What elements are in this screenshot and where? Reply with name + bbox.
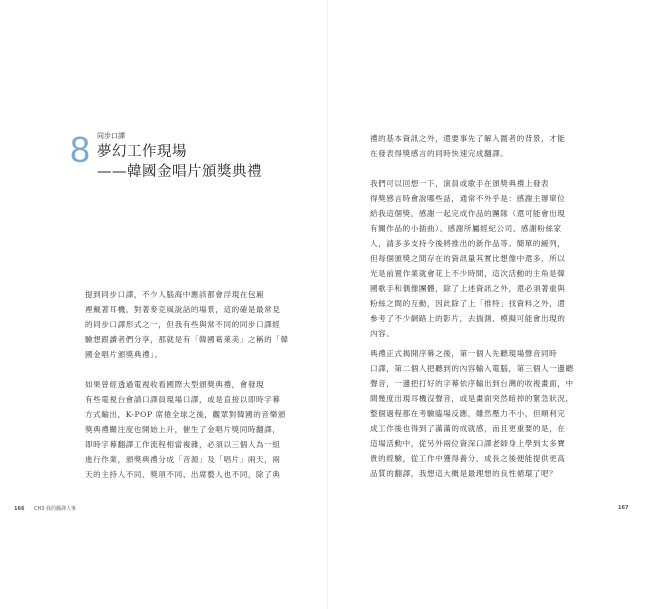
text-line: 但每個頒獎之間存在的資訊量其實比想像中還多，所以 (370, 254, 566, 263)
text-line: 即時字幕翻譯工作流程相當複雜，必須以三個人為一組 (85, 440, 281, 449)
paragraph (370, 176, 595, 341)
text-line: 間幾度出現耳機沒聲音，或是畫面突然暗掉的緊急狀況， (370, 394, 574, 403)
text-line: 粉絲之間的互動，因此除了上「推特」找資料之外，還 (370, 299, 566, 308)
chapter-heading (70, 130, 310, 190)
text-line: 提到同步口譯，不少人腦海中應該都會浮現在包廂 (85, 290, 265, 299)
text-line: 禮的基本資訊之外，還要事先了解入圍者的背景，才能 (370, 134, 566, 143)
text-line: 獎典禮關注度也開始上升，催生了金唱片獎同時翻譯， (85, 425, 281, 434)
text-line: 給我這個獎，感謝一起完成作品的團隊（還可能會出現 (370, 209, 566, 218)
text-line: 整個過程都在考驗臨場反應，雖然壓力不小，但順利完 (370, 409, 566, 418)
book-spine (327, 0, 328, 609)
text-line: 典禮正式揭開序幕之後，第一個人先聽現場聲音同時 (370, 349, 558, 358)
text-line: 有關作品的小插曲）、感謝所屬經紀公司、感謝粉絲家 (370, 224, 562, 233)
chapter-subtitle: ——韓國金唱片頒獎典禮 (97, 164, 262, 180)
text-line: 參考了不少網路上的影片，去揣測、模擬可能會出現的 (370, 314, 566, 323)
text-line: 聲音，一邊把打好的字幕依序輸出到台灣的收視畫面，中 (370, 379, 574, 388)
text-line: 有些電視台會請口譯員現場口譯，或是直接以即時字幕 (85, 395, 281, 404)
left-body-text (85, 287, 300, 482)
page-number-left: 166 (14, 506, 25, 512)
text-line: 貴的經驗，從工作中獲得養分，成長之後便能提供更高 (370, 454, 566, 463)
text-line: 的同步口譯形式之一，但我有些與常不同的同步口譯經 (85, 320, 281, 329)
left-footer (14, 505, 76, 512)
text-line: 天的主持人不同、獎項不同、出席藝人也不同，除了典 (85, 470, 281, 479)
text-line: 品質的翻譯，我想這大概是最理想的良性循環了吧？ (370, 469, 558, 478)
page-number-right: 167 (618, 505, 629, 511)
text-line: 得獎感言時會說哪些話，通常不外乎是：感謝主辦單位 (370, 194, 566, 203)
chapter-title: 夢幻工作現場 (97, 144, 187, 160)
chapter-number: 8 (70, 129, 91, 170)
text-line: 進行作業，頒獎典禮分成「音源」及「唱片」兩天，兩 (85, 455, 281, 464)
chapter-series-label: 同步口譯 (97, 132, 125, 140)
text-line: 在發表得獎感言的同時快速完成翻譯。 (370, 149, 509, 158)
text-line: 如果曾經透過電視收看國際大型頒獎典禮，會發現 (85, 380, 265, 389)
right-top-text (370, 131, 595, 161)
text-line: 口譯，第二個人把聽到的內容輸入電腦，第三個人一邊聽 (370, 364, 574, 373)
paragraph (370, 131, 595, 161)
running-footer: CH3 我的翻譯人事 (34, 506, 77, 512)
text-line: 方式輸出，K-POP 席捲全球之後，觀眾對韓國的音樂頒 (85, 410, 286, 419)
text-line: 人，請多多支持今後將推出的新作品等。簡單的緩列， (370, 239, 566, 248)
text-line: 我們可以回想一下，演員或歌手在頒獎典禮上發表 (370, 179, 550, 188)
text-line: 國金唱片頒獎典禮」。 (85, 350, 163, 359)
paragraph (370, 346, 595, 481)
right-bottom-text (370, 346, 595, 481)
text-line: 這場活動中，從另外兩位資深口譯老師身上學到太多寶 (370, 439, 566, 448)
right-middle-text (370, 176, 595, 341)
paragraph (85, 377, 300, 482)
text-line: 光是前置作業就會花上不少時間，這次活動的主角是韓 (370, 269, 566, 278)
text-line: 國歌手和偶像團體，除了上述資訊之外，還必須著重與 (370, 284, 566, 293)
text-line: 內容。 (370, 329, 395, 338)
text-line: 成工作後也得到了滿滿的成就感，而且更重要的是，在 (370, 424, 566, 433)
text-line: 裡戴著耳機，對著麥克風說話的場景，這的確是最常見 (85, 305, 281, 314)
paragraph (85, 287, 300, 362)
text-line: 驗想跟讀者們分享，那就是有「韓國葛萊美」之稱的「韓 (85, 335, 289, 344)
